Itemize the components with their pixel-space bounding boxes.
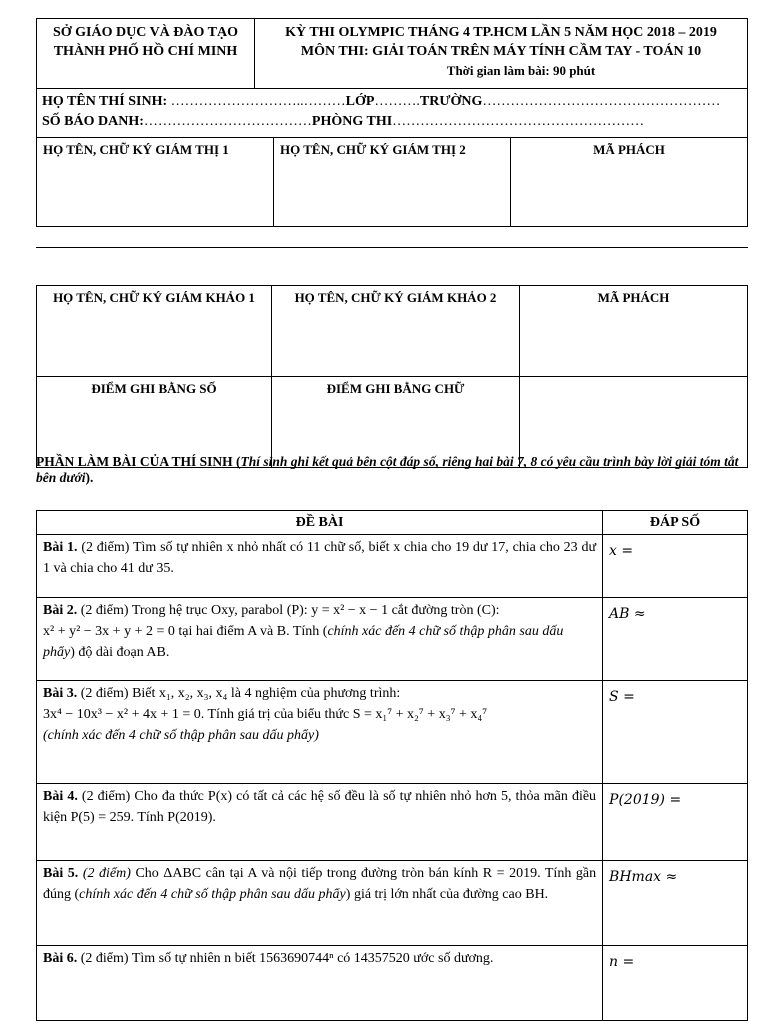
school-field[interactable]: …………………………………………… xyxy=(482,94,721,109)
student-info xyxy=(36,88,748,138)
examiner-code-cell[interactable]: MÃ PHÁCH xyxy=(520,286,748,377)
class-field[interactable]: ………. xyxy=(374,94,420,109)
proctor-1-cell[interactable]: HỌ TÊN, CHỮ KÝ GIÁM THỊ 1 xyxy=(37,138,274,227)
student-info-line-2 xyxy=(42,112,747,132)
answer-3-cell[interactable]: S = xyxy=(603,681,748,784)
issuer-block xyxy=(36,18,254,88)
answer-5-cell[interactable]: BHmax ≈ xyxy=(603,861,748,946)
exam-title: KỲ THI OLYMPIC THÁNG 4 TP.HCM LẦN 5 NĂM HỌC 2018 – 2019 xyxy=(285,25,717,40)
question-3-text: Bài 3. (2 điểm) Biết x₁, x₂, x₃, x₄ là 4 nghiệm của phương trình: 3x⁴ − 10x³ − x² + 4x + 1 = 0. Tính giá trị của biểu thức S = x₁⁷ + x₂⁷ + x₃⁷ + x₄⁷ (chính xác đến 4 chữ số thập phân sau dấu phẩy) xyxy=(37,681,603,784)
examiner-2-cell[interactable]: HỌ TÊN, CHỮ KÝ GIÁM KHẢO 2 xyxy=(272,286,520,377)
exam-title-block xyxy=(254,18,748,88)
room-label: PHÒNG THI xyxy=(311,114,393,129)
student-info-line-1 xyxy=(42,92,747,112)
score-number-cell[interactable]: ĐIỂM GHI BẰNG SỐ xyxy=(37,377,272,468)
room-field[interactable]: ……………………………………………… xyxy=(392,114,645,129)
question-2-text: Bài 2. (2 điểm) Trong hệ trục Oxy, parabol (P): y = x² − x − 1 cắt đường tròn (C): x² + y² − 3x + y + 2 = 0 tại hai điểm A và B. Tính (chính xác đến 4 chữ số thập phân sau dấu phẩy) độ dài đoạn AB. xyxy=(37,598,603,681)
name-label: HỌ TÊN THÍ SINH: xyxy=(42,94,171,109)
question-row-5 xyxy=(37,861,748,946)
answer-1-cell[interactable]: x = xyxy=(603,535,748,598)
cut-line-divider xyxy=(36,247,748,248)
column-header-question: ĐỀ BÀI xyxy=(37,511,603,535)
column-header-answer: ĐÁP SỐ xyxy=(603,511,748,535)
examiner-table xyxy=(36,285,748,468)
question-row-4 xyxy=(37,784,748,861)
part-note: Thí sinh ghi kết quả bên cột đáp số, riêng hai bài 7, 8 có yêu cầu trình bày lời giải tóm tắt bên dưới xyxy=(36,454,739,485)
exam-duration: Thời gian làm bài: 90 phút xyxy=(446,63,596,78)
proctor-code-cell[interactable]: MÃ PHÁCH xyxy=(511,138,748,227)
exam-subject: MÔN THI: GIẢI TOÁN TRÊN MÁY TÍNH CẦM TAY - TOÁN 10 xyxy=(300,44,702,59)
question-row-6 xyxy=(37,946,748,1021)
questions-table xyxy=(36,510,748,1021)
class-label: LỚP xyxy=(345,94,375,109)
question-5-text: Bài 5. (2 điểm) Cho ΔABC cân tại A và nội tiếp trong đường tròn bán kính R = 2019. Tính gần đúng (chính xác đến 4 chữ số thập phân sau dấu phẩy) giá trị lớn nhất của đường cao BH. xyxy=(37,861,603,946)
score-words-cell[interactable]: ĐIỂM GHI BẰNG CHỮ xyxy=(272,377,520,468)
answer-6-cell[interactable]: n = xyxy=(603,946,748,1021)
proctor-2-cell[interactable]: HỌ TÊN, CHỮ KÝ GIÁM THỊ 2 xyxy=(274,138,511,227)
answer-4-cell[interactable]: P(2019) = xyxy=(603,784,748,861)
question-row-1 xyxy=(37,535,748,598)
part-heading: PHẦN LÀM BÀI CỦA THÍ SINH (Thí sinh ghi kết quả bên cột đáp số, riêng hai bài 7, 8 có yêu cầu trình bày lời giải tóm tắt bên dưới). xyxy=(36,454,739,485)
examiner-1-cell[interactable]: HỌ TÊN, CHỮ KÝ GIÁM KHẢO 1 xyxy=(37,286,272,377)
part-close: ). xyxy=(85,470,94,485)
sbd-label: SỐ BÁO DANH: xyxy=(42,114,144,129)
sbd-field[interactable]: ……………………………… xyxy=(143,114,312,129)
question-row-2 xyxy=(37,598,748,681)
part-title: PHẦN LÀM BÀI CỦA THÍ SINH xyxy=(36,454,233,469)
question-6-text: Bài 6. (2 điểm) Tìm số tự nhiên n biết 1563690744ⁿ có 14357520 ước số dương. xyxy=(37,946,603,1021)
name-field[interactable]: ………………………..……… xyxy=(170,94,346,109)
school-label: TRƯỜNG xyxy=(419,94,483,109)
issuer-line-2: THÀNH PHỐ HỒ CHÍ MINH xyxy=(53,44,238,59)
question-row-3 xyxy=(37,681,748,784)
proctor-table xyxy=(36,137,748,227)
question-4-text: Bài 4. (2 điểm) Cho đa thức P(x) có tất cả các hệ số đều là số tự nhiên nhỏ hơn 5, thỏa mãn điều kiện P(5) = 259. Tính P(2019). xyxy=(37,784,603,861)
answer-2-cell[interactable]: AB ≈ xyxy=(603,598,748,681)
issuer-line-1: SỞ GIÁO DỤC VÀ ĐÀO TẠO xyxy=(52,25,238,40)
question-1-text: Bài 1. (2 điểm) Tìm số tự nhiên x nhỏ nhất có 11 chữ số, biết x chia cho 19 dư 17, chia cho 23 dư 1 và chia cho 41 dư 35. xyxy=(37,535,603,598)
